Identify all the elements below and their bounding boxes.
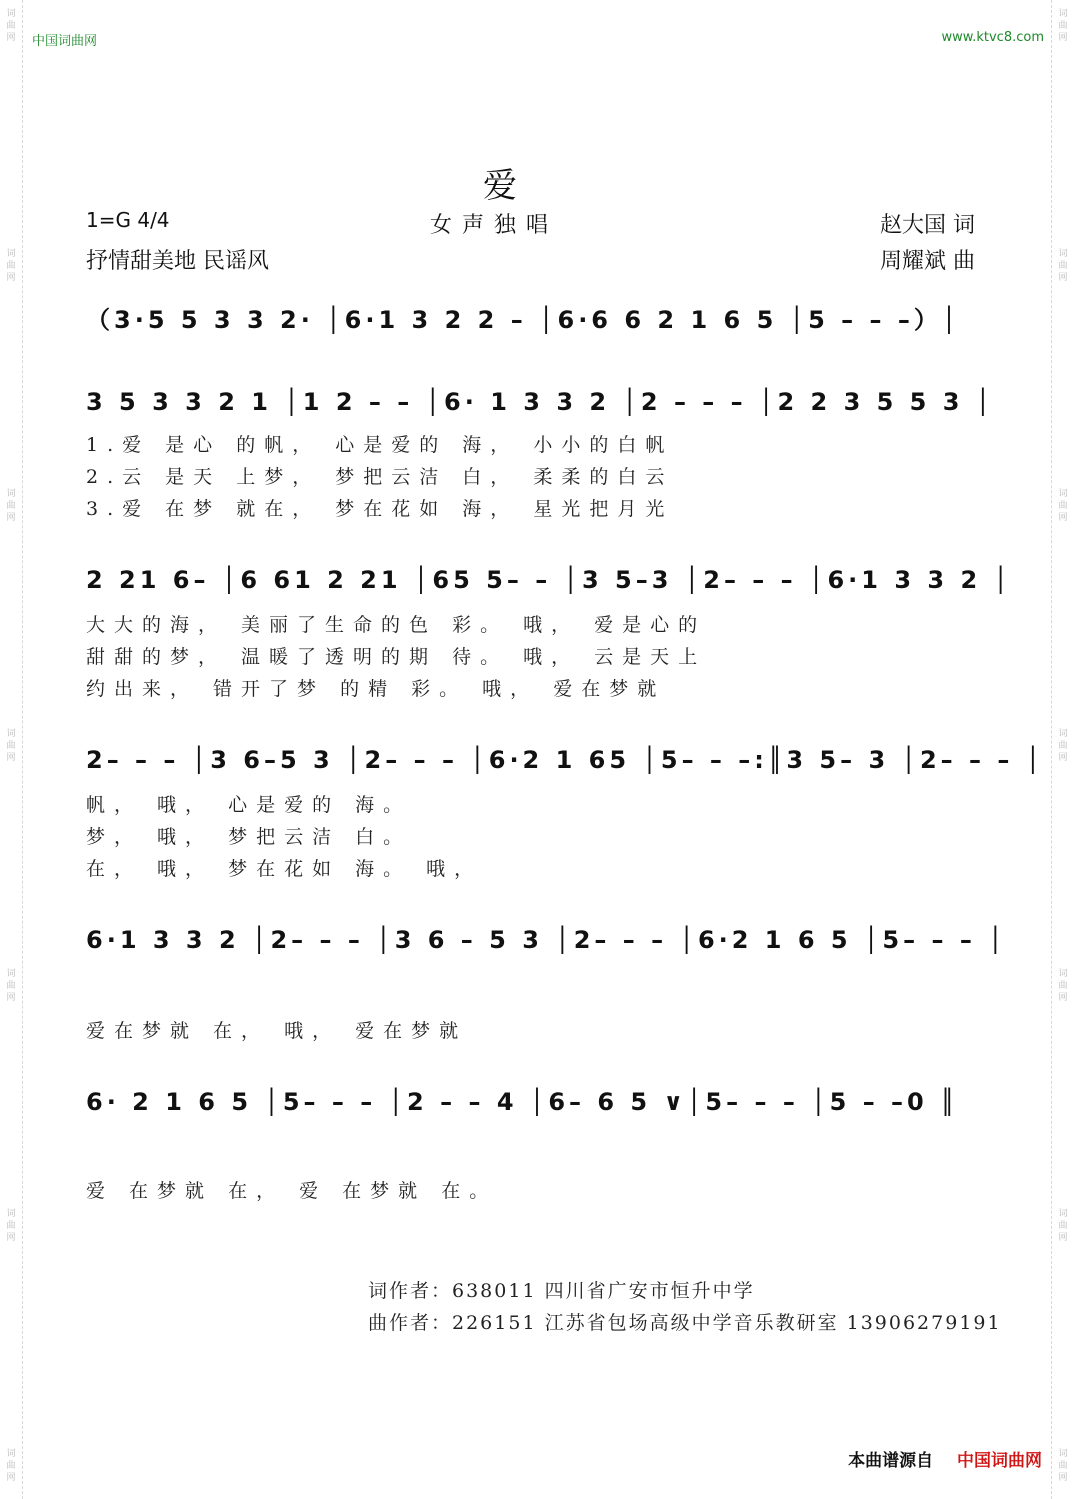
score-line-2-notes: 3 5 3 3 2 1 │1 2 – – │6· 1 3 3 2 │2 – – – │2 2 3 5 5 3 │ [86,388,995,416]
score-line-1-notes: （3·5 5 3 3 2· │6·1 3 2 2 – │6·6 6 2 1 6 5 │5 – – –）│ [86,306,961,334]
score-line-3-lyrics-verse-3: 约出来， 错开了梦 的精 彩。 哦， 爱在梦就 [86,678,666,700]
score-line-2-lyrics-verse-1: 1.爱 是心 的帆， 心是爱的 海， 小小的白帆 [86,434,674,456]
site-url-link[interactable]: www.ktvc8.com [941,30,1044,45]
score-line-4-lyrics-verse-3: 在， 哦， 梦在花如 海。 哦， [86,858,483,880]
right-watermark-strip [1051,0,1074,1499]
score-line-6-lyrics: 爱 在梦就 在， 爱 在梦就 在。 [86,1180,498,1202]
score-line-4-lyrics-verse-1: 帆， 哦， 心是爱的 海。 [86,794,412,816]
watermark-text: 词曲网 [1058,489,1068,523]
lyricist-contact-info: 词作者：638011 四川省广安市恒升中学 [368,1280,755,1302]
source-site-link[interactable]: 中国词曲网 [957,1451,1042,1471]
score-line-5-lyrics: 爱在梦就 在， 哦， 爱在梦就 [86,1020,468,1042]
score-line-3-lyrics-verse-2: 甜甜的梦， 温暖了透明的期 待。 哦， 云是天上 [86,646,707,668]
left-watermark-strip [0,0,23,1499]
watermark-text: 词曲网 [1058,249,1068,283]
score-line-2-lyrics-verse-3: 3.爱 在梦 就在， 梦在花如 海， 星光把月光 [86,498,674,520]
source-label: 本曲谱源自 [848,1451,934,1471]
score-line-4-notes: 2– – – │3 6–5 3 │2– – – │6·2 1 65 │5– – –:║3 5– 3 │2– – – │ [86,746,1045,774]
watermark-text: 词曲网 [6,249,16,283]
score-line-2-lyrics-verse-2: 2.云 是天 上梦， 梦把云洁 白， 柔柔的白云 [86,466,674,488]
score-line-5-notes: 6·1 3 3 2 │2– – – │3 6 – 5 3 │2– – – │6·2 1 6 5 │5– – – │ [86,926,1007,954]
performance-style: 抒情甜美地 民谣风 [86,249,269,274]
watermark-text: 词曲网 [6,1449,16,1483]
composer-contact-info: 曲作者：226151 江苏省包场高级中学音乐教研室 13906279191 [368,1312,1002,1334]
watermark-text: 词曲网 [1058,9,1068,43]
watermark-text: 词曲网 [1058,1209,1068,1243]
site-name-link[interactable]: 中国词曲网 [32,34,98,49]
lyricist-credit: 赵大国 词 [880,213,975,238]
score-line-3-notes: 2 21 6– │6 61 2 21 │65 5– – │3 5–3 │2– – – │6·1 3 3 2 │ [86,566,1012,594]
watermark-text: 词曲网 [6,489,16,523]
watermark-text: 词曲网 [6,9,16,43]
watermark-text: 词曲网 [1058,1449,1068,1483]
score-line-4-lyrics-verse-2: 梦， 哦， 梦把云洁 白。 [86,826,412,848]
watermark-text: 词曲网 [6,729,16,763]
watermark-text: 词曲网 [6,1209,16,1243]
score-line-6-notes: 6· 2 1 6 5 │5– – – │2 – – 4 │6– 6 5 ∨│5– – – │5 – –0 ║ [86,1088,959,1116]
song-title: 爱 [483,166,517,206]
watermark-text: 词曲网 [6,969,16,1003]
voice-type: 女声独唱 [430,213,559,238]
score-line-3-lyrics-verse-1: 大大的海， 美丽了生命的色 彩。 哦， 爱是心的 [86,614,707,636]
composer-credit: 周耀斌 曲 [880,249,975,274]
score-source-credit [848,1446,1042,1471]
watermark-text: 词曲网 [1058,729,1068,763]
key-time-signature: 1=G 4/4 [86,208,170,232]
watermark-text: 词曲网 [1058,969,1068,1003]
